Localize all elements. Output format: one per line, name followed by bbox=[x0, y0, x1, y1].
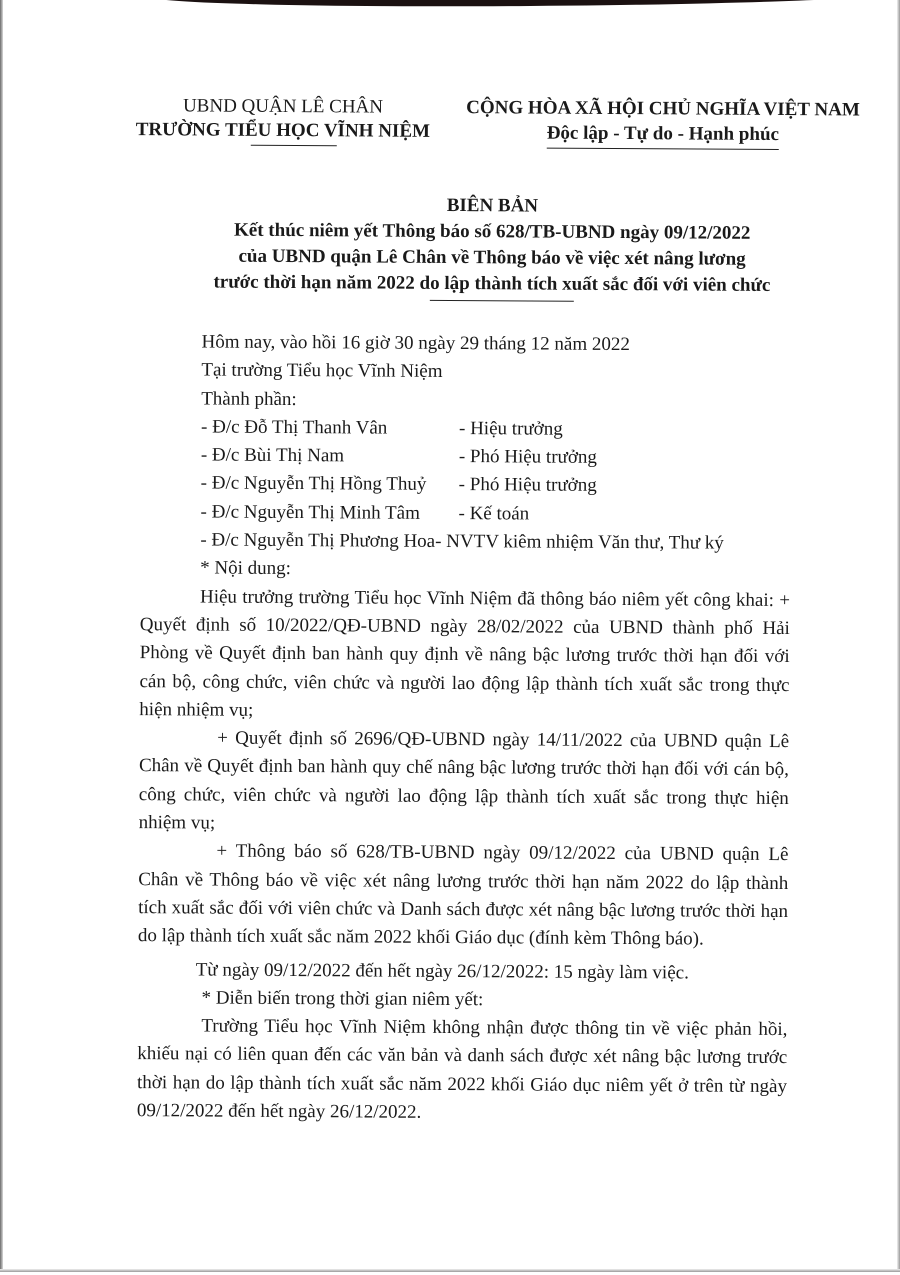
members-label: Thành phần: bbox=[201, 388, 297, 410]
member-row bbox=[200, 498, 790, 530]
progress-label: * Diễn biến trong thời gian niêm yết: bbox=[201, 987, 484, 1011]
country-name: CỘNG HÒA XÃ HỘI CHỦ NGHĨA VIỆT NAM bbox=[466, 97, 860, 121]
title-line-2: của UBND quận Lê Chân về Thông báo về việc xét nâng lương bbox=[238, 245, 746, 270]
member-name: - Đ/c Nguyễn Thị Hồng Thuỷ bbox=[200, 472, 427, 496]
member-role: - NVTV kiêm nhiệm Văn thư, Thư ký bbox=[435, 530, 724, 554]
member-row bbox=[201, 470, 791, 502]
title-line-3: trước thời hạn năm 2022 do lập thành tích xuất sắc đối với viên chức bbox=[213, 271, 771, 296]
national-header bbox=[453, 96, 873, 151]
member-row bbox=[201, 442, 791, 474]
title-heading: BIÊN BẢN bbox=[446, 194, 539, 217]
content-paragraph: + Thông báo số 628/TB-UBND ngày 09/12/2022 của UBND quận Lê Chân về Thông báo về việc xét nâng lương trước thời hạn năm 2022 do lập thành tích xuất sắc đối với viên chức và Danh sách được xét nâng bậc lương trước thời hạn do lập thành tích xuất sắc năm 2022 khối Giáo dục (đính kèm Thông báo). bbox=[137, 840, 789, 950]
content-paragraph: Hiệu trưởng trường Tiểu học Vĩnh Niệm đã thông báo niêm yết công khai: + Quyết định số 10/2022/QĐ-UBND ngày 28/02/2022 của UBND thành phố Hải Phòng về Quyết định ban hành quy định về nâng bậc lương trước thời hạn đối với cán bộ, công chức, viên chức và người lao động lập thành tích xuất sắc trong thực hiện nhiệm vụ; bbox=[139, 586, 791, 721]
location-line: Tại trường Tiểu học Vĩnh Niệm bbox=[201, 359, 443, 383]
opening-line: Hôm nay, vào hồi 16 giờ 30 ngày 29 tháng 12 năm 2022 bbox=[201, 331, 630, 356]
authority-name: UBND QUẬN LÊ CHÂN bbox=[182, 95, 384, 118]
content-paragraph: + Quyết định số 2696/QĐ-UBND ngày 14/11/2022 của UBND quận Lê Chân về Quyết định ban hành quy chế nâng bậc lương trước thời hạn đối với cán bộ, công chức, viên chức và người lao động lập thành tích xuất sắc trong thực hiện nhiệm vụ; bbox=[138, 727, 790, 834]
school-name: TRƯỜNG TIỂU HỌC VĨNH NIỆM bbox=[135, 119, 431, 142]
progress-paragraph: Trường Tiểu học Vĩnh Niệm không nhận được thông tin về việc phản hồi, khiếu nại có liên quan đến các văn bản và danh sách được xét nâng bậc lương trước thời hạn do lập thành tích xuất sắc năm 2022 khối Giáo dục niêm yết ở trên từ ngày 09/12/2022 đến hết ngày 26/12/2022. bbox=[136, 1015, 788, 1123]
posting-period: Từ ngày 09/12/2022 đến hết ngày 26/12/2022: 15 ngày làm việc. bbox=[195, 958, 689, 983]
member-name: - Đ/c Đỗ Thị Thanh Vân bbox=[200, 416, 388, 439]
member-name: - Đ/c Nguyễn Thị Minh Tâm bbox=[200, 501, 420, 524]
document-title bbox=[162, 191, 823, 303]
issuing-authority-header bbox=[123, 94, 443, 147]
member-role: - Phó Hiệu trưởng bbox=[458, 446, 597, 469]
member-role: - Hiệu trưởng bbox=[458, 417, 563, 440]
document-body bbox=[137, 328, 792, 1129]
member-row bbox=[201, 413, 791, 445]
title-underline bbox=[430, 300, 574, 302]
national-motto: Độc lập - Tự do - Hạnh phúc bbox=[547, 121, 779, 150]
member-role: - Phó Hiệu trưởng bbox=[458, 474, 597, 497]
member-name: - Đ/c Bùi Thị Nam bbox=[200, 444, 345, 467]
member-name: - Đ/c Nguyễn Thị Phương Hoa bbox=[200, 529, 436, 552]
header-left-underline bbox=[251, 145, 337, 147]
member-row bbox=[200, 527, 790, 559]
members-list bbox=[140, 413, 791, 558]
content-label: * Nội dung: bbox=[200, 557, 292, 580]
member-role: - Kế toán bbox=[458, 502, 530, 525]
title-line-1: Kết thúc niêm yết Thông báo số 628/TB-UBND ngày 09/12/2022 bbox=[233, 219, 751, 244]
